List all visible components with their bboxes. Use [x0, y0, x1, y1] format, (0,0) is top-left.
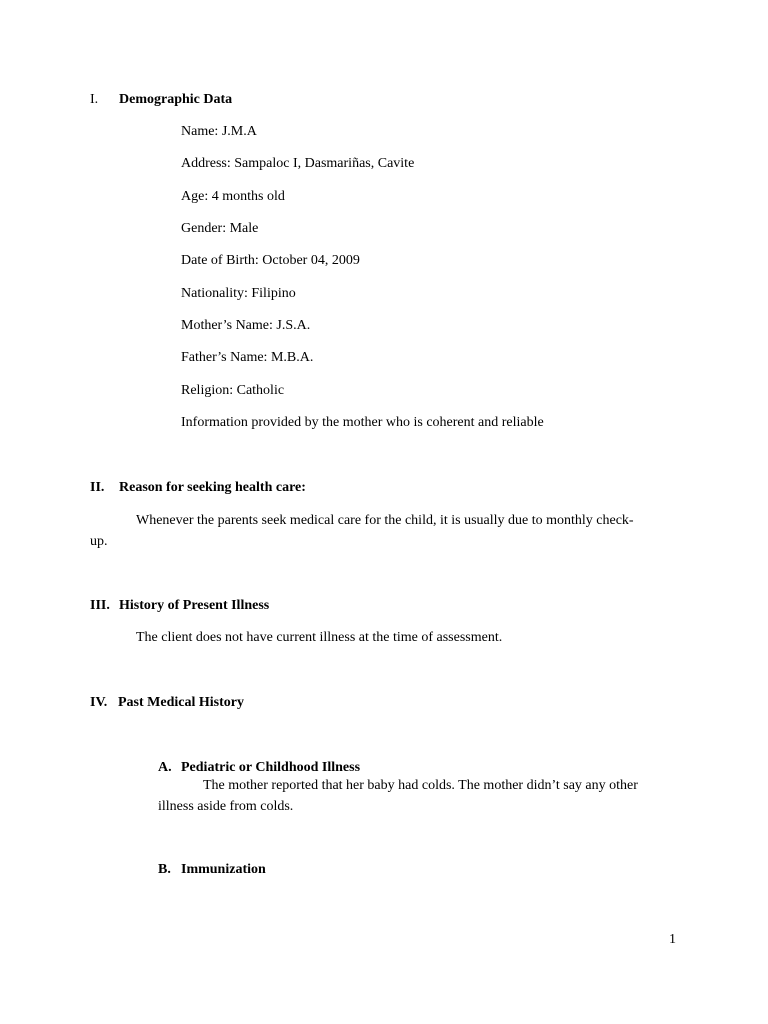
section-1-title: Demographic Data: [119, 92, 233, 107]
field-date-of-birth: Date of Birth: October 04, 2009: [181, 253, 360, 268]
field-mothers-name: Mother’s Name: J.S.A.: [181, 318, 311, 333]
field-informant-note: Information provided by the mother who is coherent and reliable: [181, 415, 544, 430]
section-2-title: Reason for seeking health care:: [119, 480, 306, 495]
section-1-numeral: I.: [90, 92, 99, 107]
section-4-title: Past Medical History: [118, 695, 244, 710]
field-name: Name: J.M.A: [181, 124, 257, 139]
section-3-numeral: III.: [90, 598, 110, 613]
section-2-numeral: II.: [90, 480, 105, 495]
field-fathers-name: Father’s Name: M.B.A.: [181, 350, 314, 365]
section-2-body-line-2: up.: [90, 534, 108, 549]
section-3-title: History of Present Illness: [119, 598, 270, 613]
subsection-b-letter: B.: [158, 862, 171, 877]
section-2-body-line-1: Whenever the parents seek medical care for the child, it is usually due to monthly check-: [136, 513, 634, 528]
field-nationality: Nationality: Filipino: [181, 286, 296, 301]
field-gender: Gender: Male: [181, 221, 259, 236]
page-number: 1: [669, 932, 676, 947]
subsection-b-title: Immunization: [181, 862, 266, 877]
section-4-numeral: IV.: [90, 695, 108, 710]
section-3-body: The client does not have current illness at the time of assessment.: [136, 630, 503, 645]
subsection-a-title: Pediatric or Childhood Illness: [181, 760, 361, 775]
field-age: Age: 4 months old: [181, 189, 285, 204]
subsection-a-body-line-2: illness aside from colds.: [158, 799, 294, 814]
field-religion: Religion: Catholic: [181, 383, 285, 398]
field-address: Address: Sampaloc I, Dasmariñas, Cavite: [181, 156, 415, 171]
subsection-a-body-line-1: The mother reported that her baby had colds. The mother didn’t say any other: [203, 778, 638, 793]
subsection-a-letter: A.: [158, 760, 172, 775]
